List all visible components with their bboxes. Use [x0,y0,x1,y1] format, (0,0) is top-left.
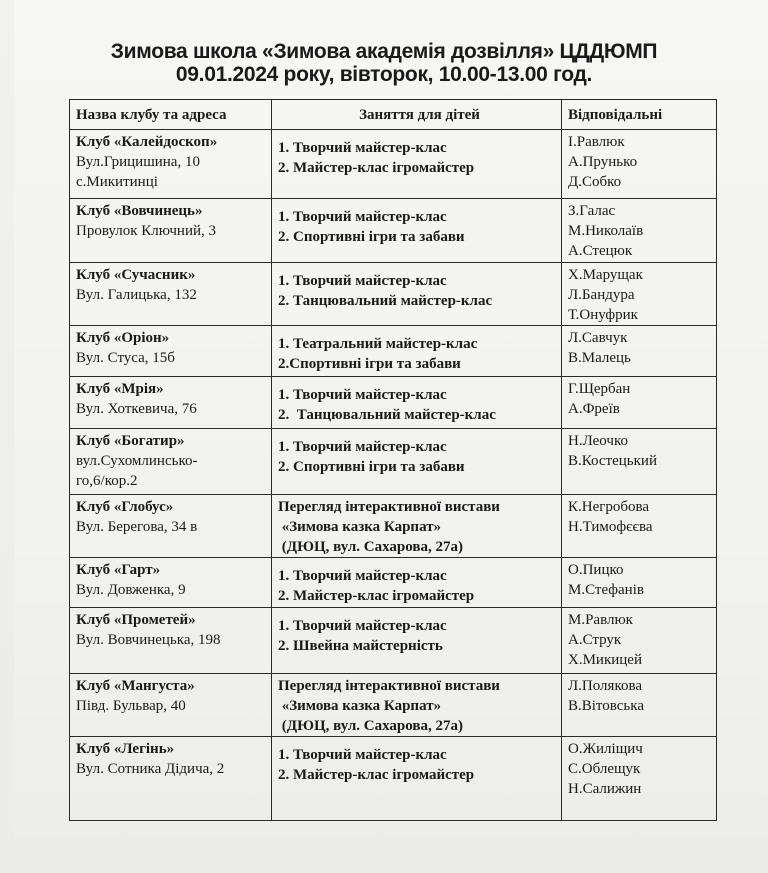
responsible-cell [562,429,717,495]
activity-item: 2. Майстер-клас ігромайстер [278,160,475,176]
table-row [70,674,717,737]
responsible-person: Л.Савчук [568,330,628,346]
activity-item: 1. Творчий майстер-клас [278,439,447,455]
activity-item: Перегляд інтерактивної вистави [278,678,500,694]
activity-item: 1. Творчий майстер-клас [278,209,447,225]
responsible-person: Х.Микицей [568,652,642,668]
responsible-cell [562,263,717,326]
activity-item: Перегляд інтерактивної вистави [278,499,500,515]
club-address: Вул. Сотника Дідича, 2 [76,761,225,777]
table-row [70,495,717,558]
table-row [70,737,717,821]
club-name: Клуб «Богатир» [76,433,185,449]
responsible-person: В.Вітовська [568,698,644,714]
club-cell [70,495,272,558]
activity-item: 1. Творчий майстер-клас [278,568,447,584]
activities-cell [272,263,562,326]
responsible-person: Х.Марущак [568,267,643,283]
responsible-person: А.Стецюк [568,243,633,259]
club-cell [70,737,272,821]
club-address: Вул. Довженка, 9 [76,582,186,598]
activity-item: 2. Спортивні ігри та забави [278,229,465,245]
club-name: Клуб «Калейдоскоп» [76,134,218,150]
activity-item: 2. Майстер-клас ігромайстер [278,588,475,604]
responsible-person: М.Николаїв [568,223,644,239]
club-cell [70,429,272,495]
activity-item: «Зимова казка Карпат» [278,519,442,535]
club-cell [70,674,272,737]
activity-item: 2. Спортивні ігри та забави [278,459,465,475]
responsible-person: Н.Леочко [568,433,628,449]
responsible-cell [562,130,717,199]
responsible-cell [562,326,717,377]
activity-item: 2.Спортивні ігри та забави [278,356,461,372]
responsible-person: Н.Салижин [568,781,642,797]
responsible-person: І.Равлюк [568,134,625,150]
activity-item: (ДЮЦ, вул. Сахарова, 27а) [278,539,463,555]
club-cell [70,130,272,199]
activity-item: 1. Творчий майстер-клас [278,140,447,156]
table-row [70,263,717,326]
activities-cell [272,199,562,263]
responsible-cell [562,674,717,737]
responsible-person: М.Стефанів [568,582,644,598]
document-subtitle: 09.01.2024 року, вівторок, 10.00-13.00 год. [175,63,593,86]
table-row [70,608,717,674]
activity-item: 1. Творчий майстер-клас [278,273,447,289]
document-title: Зимова школа «Зимова академія дозвілля» ЦДДЮМП [110,40,658,63]
club-address: вул.Сухомлинсько- [76,453,198,469]
club-address: го,6/кор.2 [76,473,138,489]
club-address: Провулок Ключний, 3 [76,223,217,239]
responsible-person: М.Равлюк [568,612,633,628]
club-address: Вул. Берегова, 34 в [76,519,198,535]
club-address: Вул. Галицька, 132 [76,287,197,303]
responsible-person: К.Негробова [568,499,650,515]
activity-item: (ДЮЦ, вул. Сахарова, 27а) [278,718,463,734]
table-row [70,199,717,263]
table-body [70,130,717,821]
header-activities: Заняття для дітей [272,100,562,130]
club-cell [70,199,272,263]
club-address: с.Микитинці [76,174,158,190]
club-address: Півд. Бульвар, 40 [76,698,186,714]
activities-cell [272,326,562,377]
responsible-person: С.Облещук [568,761,641,777]
responsible-cell [562,608,717,674]
club-cell [70,326,272,377]
activities-cell [272,674,562,737]
responsible-cell [562,737,717,821]
club-cell [70,263,272,326]
responsible-person: Л.Бандура [568,287,635,303]
responsible-person: О.Жиліщич [568,741,643,757]
responsible-person: Д.Собко [568,174,622,190]
activity-item: 2. Швейна майстерність [278,638,443,654]
header-club: Назва клубу та адреса [70,100,272,130]
activities-cell [272,130,562,199]
club-cell [70,377,272,429]
club-address: Вул. Хоткевича, 76 [76,401,197,417]
activity-item: 1. Творчий майстер-клас [278,747,447,763]
activity-item: 1. Театральний майстер-клас [278,336,478,352]
club-name: Клуб «Глобус» [76,499,174,515]
club-name: Клуб «Легінь» [76,741,175,757]
header-responsible: Відповідальні [562,100,717,130]
activity-item: «Зимова казка Карпат» [278,698,442,714]
club-address: Вул.Грицишина, 10 [76,154,200,170]
club-address: Вул. Вовчинецька, 198 [76,632,221,648]
schedule-table [69,99,717,821]
club-name: Клуб «Сучасник» [76,267,196,283]
responsible-person: А.Прунько [568,154,638,170]
activities-cell [272,608,562,674]
table-row [70,429,717,495]
responsible-person: В.Костецький [568,453,657,469]
activity-item: 2. Танцювальний майстер-клас [278,407,496,423]
club-name: Клуб «Прометей» [76,612,196,628]
activity-item: 2. Танцювальний майстер-клас [278,293,493,309]
activity-item: 1. Творчий майстер-клас [278,618,447,634]
responsible-person: В.Малець [568,350,631,366]
club-address: Вул. Стуса, 15б [76,350,175,366]
table-row [70,558,717,608]
responsible-cell [562,495,717,558]
club-name: Клуб «Мангуста» [76,678,195,694]
responsible-person: Н.Тимофєєва [568,519,653,535]
club-cell [70,558,272,608]
responsible-cell [562,558,717,608]
responsible-cell [562,377,717,429]
table-header-row [70,100,717,130]
responsible-person: Л.Полякова [568,678,643,694]
activities-cell [272,495,562,558]
responsible-cell [562,199,717,263]
table-row [70,326,717,377]
club-name: Клуб «Оріон» [76,330,170,346]
club-name: Клуб «Вовчинець» [76,203,203,219]
club-name: Клуб «Гарт» [76,562,161,578]
activities-cell [272,737,562,821]
activity-item: 2. Майстер-клас ігромайстер [278,767,475,783]
club-name: Клуб «Мрія» [76,381,164,397]
activities-cell [272,429,562,495]
activity-item: 1. Творчий майстер-клас [278,387,447,403]
table-row [70,130,717,199]
activities-cell [272,558,562,608]
table-row [70,377,717,429]
responsible-person: Т.Онуфрик [568,307,638,323]
club-cell [70,608,272,674]
responsible-person: Г.Щербан [568,381,631,397]
activities-cell [272,377,562,429]
responsible-person: О.Пицко [568,562,624,578]
responsible-person: А.Фреїв [568,401,620,417]
responsible-person: З.Галас [568,203,616,219]
responsible-person: А.Струк [568,632,622,648]
